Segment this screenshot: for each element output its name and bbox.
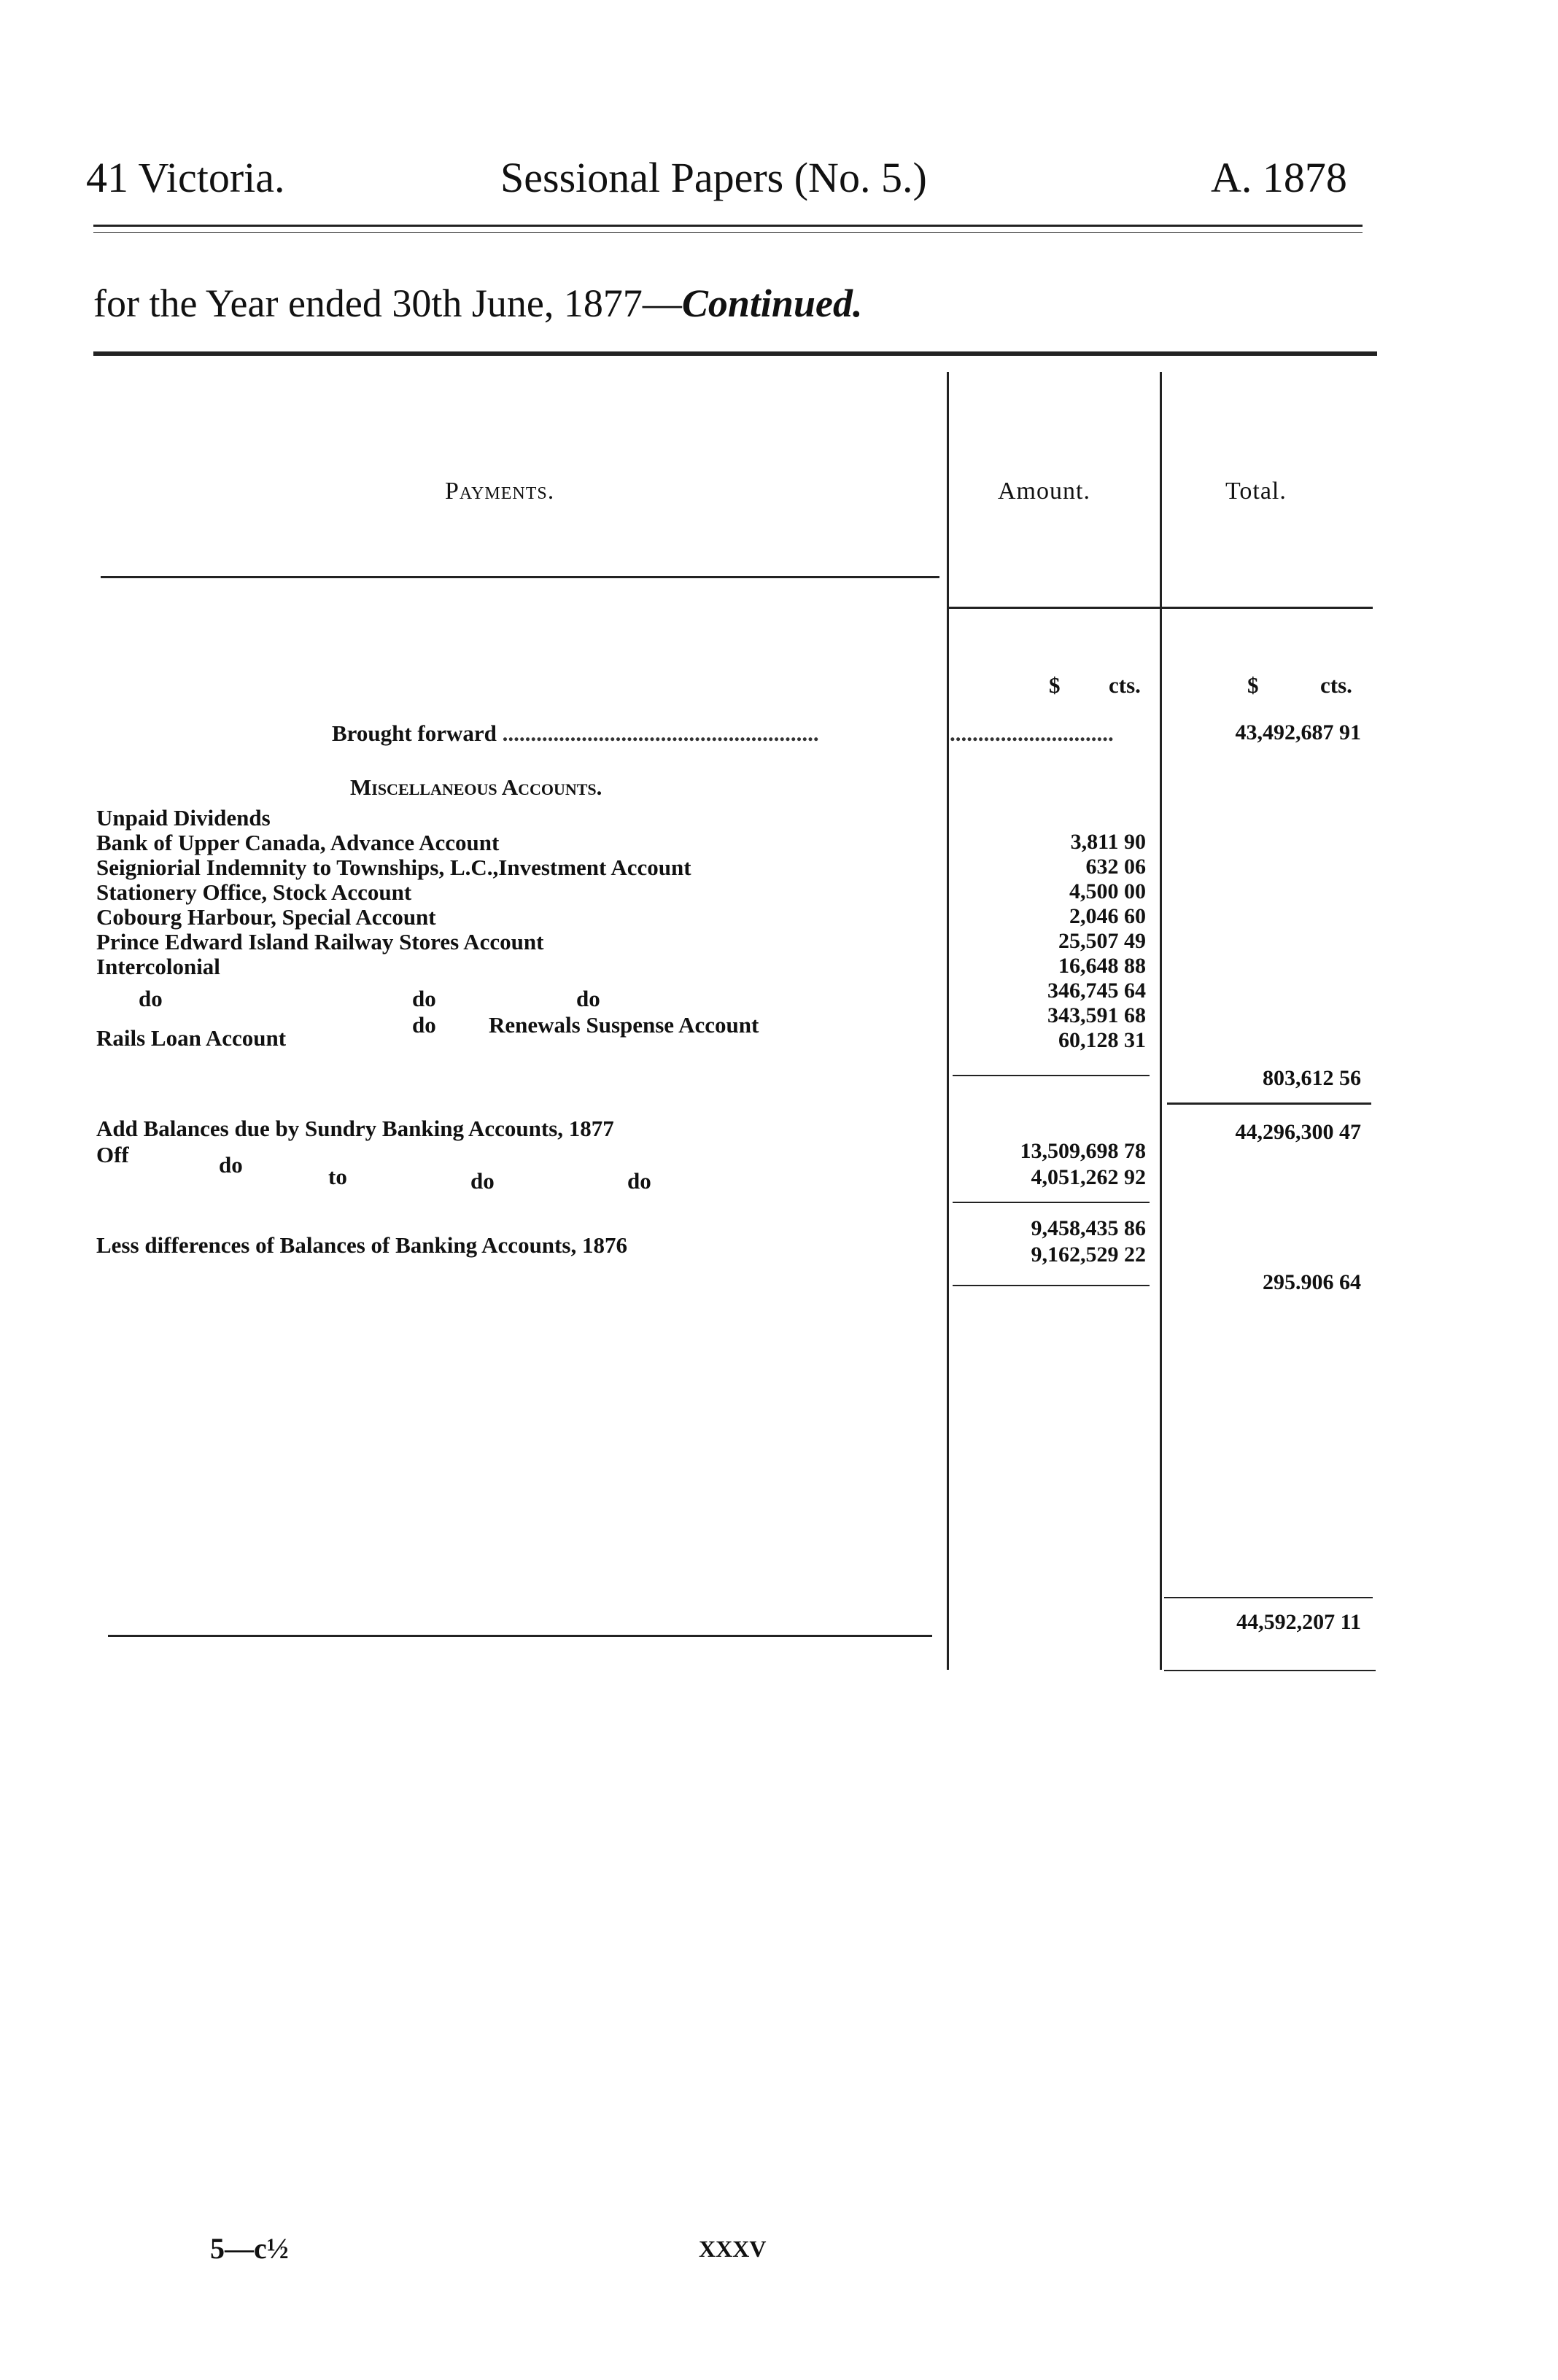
bottom-rule-left <box>108 1635 932 1637</box>
add-balances-label: Add Balances due by Sundry Banking Accounts, 1877 <box>96 1116 614 1141</box>
less-subtotal-rule <box>953 1285 1150 1286</box>
amount-cents-label: cts. <box>1109 672 1141 698</box>
renewals-label: Renewals Suspense Account <box>489 1012 759 1038</box>
row-label-rails-loan: Rails Loan Account <box>96 1025 287 1051</box>
page-number: XXXV <box>699 2236 767 2262</box>
grand-total-rule <box>1164 1597 1373 1598</box>
row-label-intercolonial: Intercolonial <box>96 954 220 979</box>
column-header-amount: Amount. <box>998 478 1090 505</box>
header-divider-amount <box>948 607 1160 609</box>
off-do-2: do <box>470 1168 495 1194</box>
amount-cobourg: 25,507 49 <box>1058 929 1146 953</box>
column-header-total: Total. <box>1225 478 1287 505</box>
less-amount-1: 9,458,435 86 <box>1031 1216 1146 1240</box>
header-rule-thin <box>93 232 1363 233</box>
column-divider-total <box>1160 372 1162 1670</box>
bottom-rule-right <box>1164 1670 1376 1671</box>
less-differences-label: Less differences of Balances of Banking Accounts, 1876 <box>96 1232 627 1258</box>
ditto-3: do <box>576 986 600 1011</box>
subtitle-continued: Continued. <box>681 281 863 325</box>
column-header-payments: Payments. <box>445 478 555 505</box>
header-session: 41 Victoria. <box>86 154 285 201</box>
header-title: Sessional Papers (No. 5.) <box>500 154 927 201</box>
row-label-unpaid-dividends: Unpaid Dividends <box>96 805 271 831</box>
add-balances-amount: 13,509,698 78 <box>1020 1139 1146 1163</box>
row-label-stationery: Stationery Office, Stock Account <box>96 879 412 905</box>
signature-mark: 5—c½ <box>210 2232 289 2265</box>
brought-forward-total: 43,492,687 91 <box>1235 720 1361 744</box>
total-rule-1 <box>1167 1102 1371 1105</box>
amount-seigniorial: 4,500 00 <box>1069 879 1146 903</box>
subtitle-text: for the Year ended 30th June, 1877— <box>93 281 682 325</box>
section-title: Miscellaneous Accounts. <box>350 774 602 800</box>
amount-bank-upper-canada: 632 06 <box>1085 855 1146 879</box>
brought-forward-amount-dots: ............................. <box>950 720 1114 746</box>
amount-rails-loan: 343,591 68 <box>1047 1003 1146 1027</box>
header-divider-total <box>1161 607 1373 609</box>
amount-last: 60,128 31 <box>1058 1028 1146 1052</box>
column-divider-amount <box>947 372 949 1670</box>
grand-total: 44,592,207 11 <box>1236 1610 1361 1634</box>
misc-total: 803,612 56 <box>1263 1066 1361 1090</box>
amount-unpaid-dividends: 3,811 90 <box>1070 830 1146 854</box>
off-do-3: do <box>627 1168 651 1194</box>
total-cents-label: cts. <box>1320 672 1352 698</box>
subtitle-rule <box>93 351 1377 356</box>
row-label-seigniorial: Seigniorial Indemnity to Townships, L.C.,Investment Account <box>96 855 691 880</box>
amount-dollar-sign: $ <box>1049 672 1061 698</box>
page-subtitle <box>93 281 862 326</box>
ditto-2: do <box>412 986 436 1011</box>
balances-subtotal-rule <box>953 1202 1150 1203</box>
brought-forward-label: Brought forward ........................................................ <box>332 720 819 746</box>
off-label: Off <box>96 1142 129 1167</box>
amount-stationery: 2,046 60 <box>1069 904 1146 928</box>
row-label-pei-railway: Prince Edward Island Railway Stores Account <box>96 929 544 954</box>
row-label-bank-upper-canada: Bank of Upper Canada, Advance Account <box>96 830 500 855</box>
off-to: to <box>328 1164 347 1189</box>
less-total: 295.906 64 <box>1263 1270 1361 1294</box>
total-dollar-sign: $ <box>1247 672 1259 698</box>
header-divider-payments <box>101 576 939 578</box>
misc-subtotal-rule <box>953 1075 1150 1076</box>
running-total: 44,296,300 47 <box>1235 1120 1361 1144</box>
ditto-1: do <box>139 986 163 1011</box>
ditto-4: do <box>412 1012 436 1038</box>
less-amount-2: 9,162,529 22 <box>1031 1242 1146 1267</box>
off-balances-amount: 4,051,262 92 <box>1031 1165 1146 1189</box>
header-year: A. 1878 <box>1211 154 1347 201</box>
header-rule <box>93 225 1363 227</box>
row-label-cobourg: Cobourg Harbour, Special Account <box>96 904 436 930</box>
off-do-1: do <box>219 1152 243 1178</box>
amount-pei-railway: 16,648 88 <box>1058 954 1146 978</box>
amount-intercolonial: 346,745 64 <box>1047 979 1146 1003</box>
